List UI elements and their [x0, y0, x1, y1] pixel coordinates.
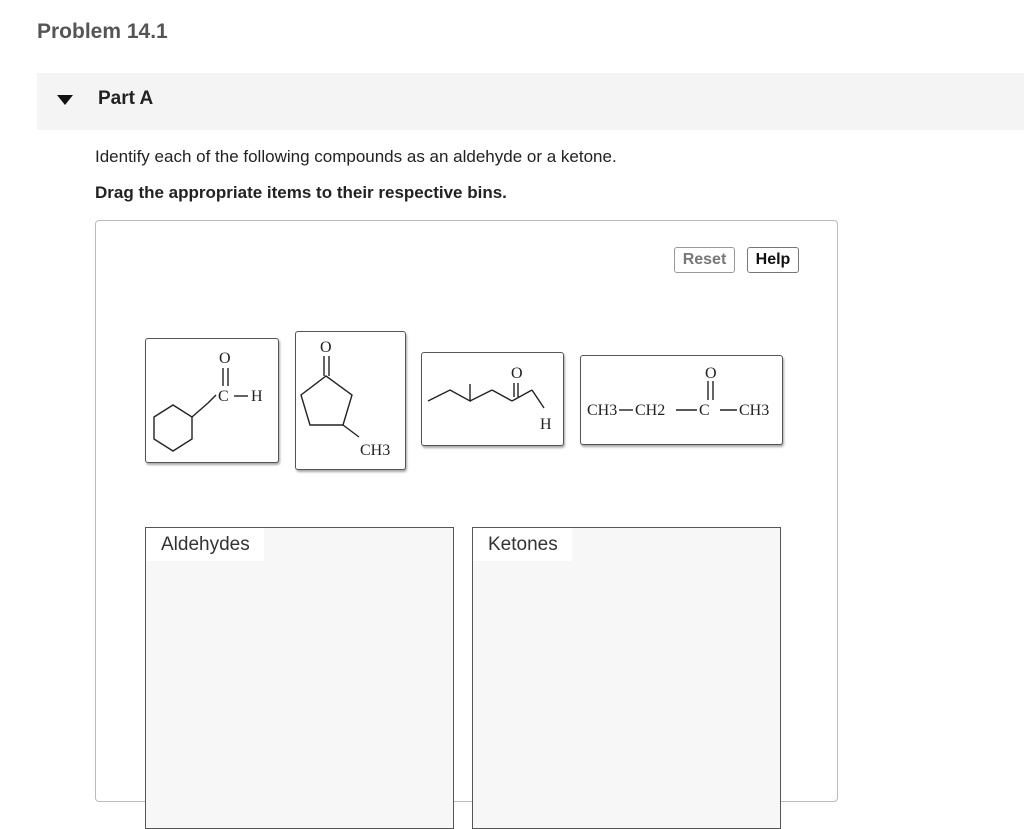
group-ch3-right: CH3	[739, 402, 770, 419]
draggable-item-butanone[interactable]	[580, 355, 783, 445]
structure-branched-aldehyde	[422, 353, 563, 445]
part-label: Part A	[98, 88, 154, 109]
draggable-item-cyclohexyl-aldehyde[interactable]	[145, 338, 279, 463]
group-ch3-left: CH3	[587, 402, 618, 419]
reset-button[interactable]: Reset	[674, 247, 735, 273]
bin-aldehydes[interactable]	[145, 527, 454, 829]
draggable-item-methylcyclopentanone[interactable]	[295, 331, 406, 470]
atom-o: O	[219, 350, 231, 367]
atom-c: C	[218, 388, 229, 405]
structure-butanone	[581, 356, 782, 444]
problem-title: Problem 14.1	[37, 20, 168, 43]
atom-o: O	[511, 365, 523, 382]
drag-instruction: Drag the appropriate items to their respective bins.	[95, 183, 507, 202]
atom-h: H	[251, 388, 263, 405]
caret-down-icon[interactable]	[57, 95, 73, 107]
bin-label-ketones: Ketones	[473, 528, 572, 561]
bin-label-aldehydes: Aldehydes	[146, 528, 264, 561]
group-ch2: CH2	[635, 402, 666, 419]
drag-drop-panel	[95, 220, 838, 802]
atom-h: H	[540, 416, 552, 433]
atom-o: O	[705, 365, 717, 382]
group-ch3: CH3	[360, 442, 391, 459]
atom-o: O	[320, 339, 332, 356]
bin-ketones[interactable]	[472, 527, 781, 829]
structure-cyclohexyl-aldehyde	[146, 339, 278, 462]
help-button[interactable]: Help	[747, 247, 799, 273]
draggable-item-branched-aldehyde[interactable]	[421, 352, 564, 446]
structure-methylcyclopentanone	[296, 332, 405, 469]
atom-c: C	[699, 402, 710, 419]
part-header[interactable]	[37, 73, 1024, 130]
question-prompt: Identify each of the following compounds as an aldehyde or a ketone.	[95, 147, 617, 166]
